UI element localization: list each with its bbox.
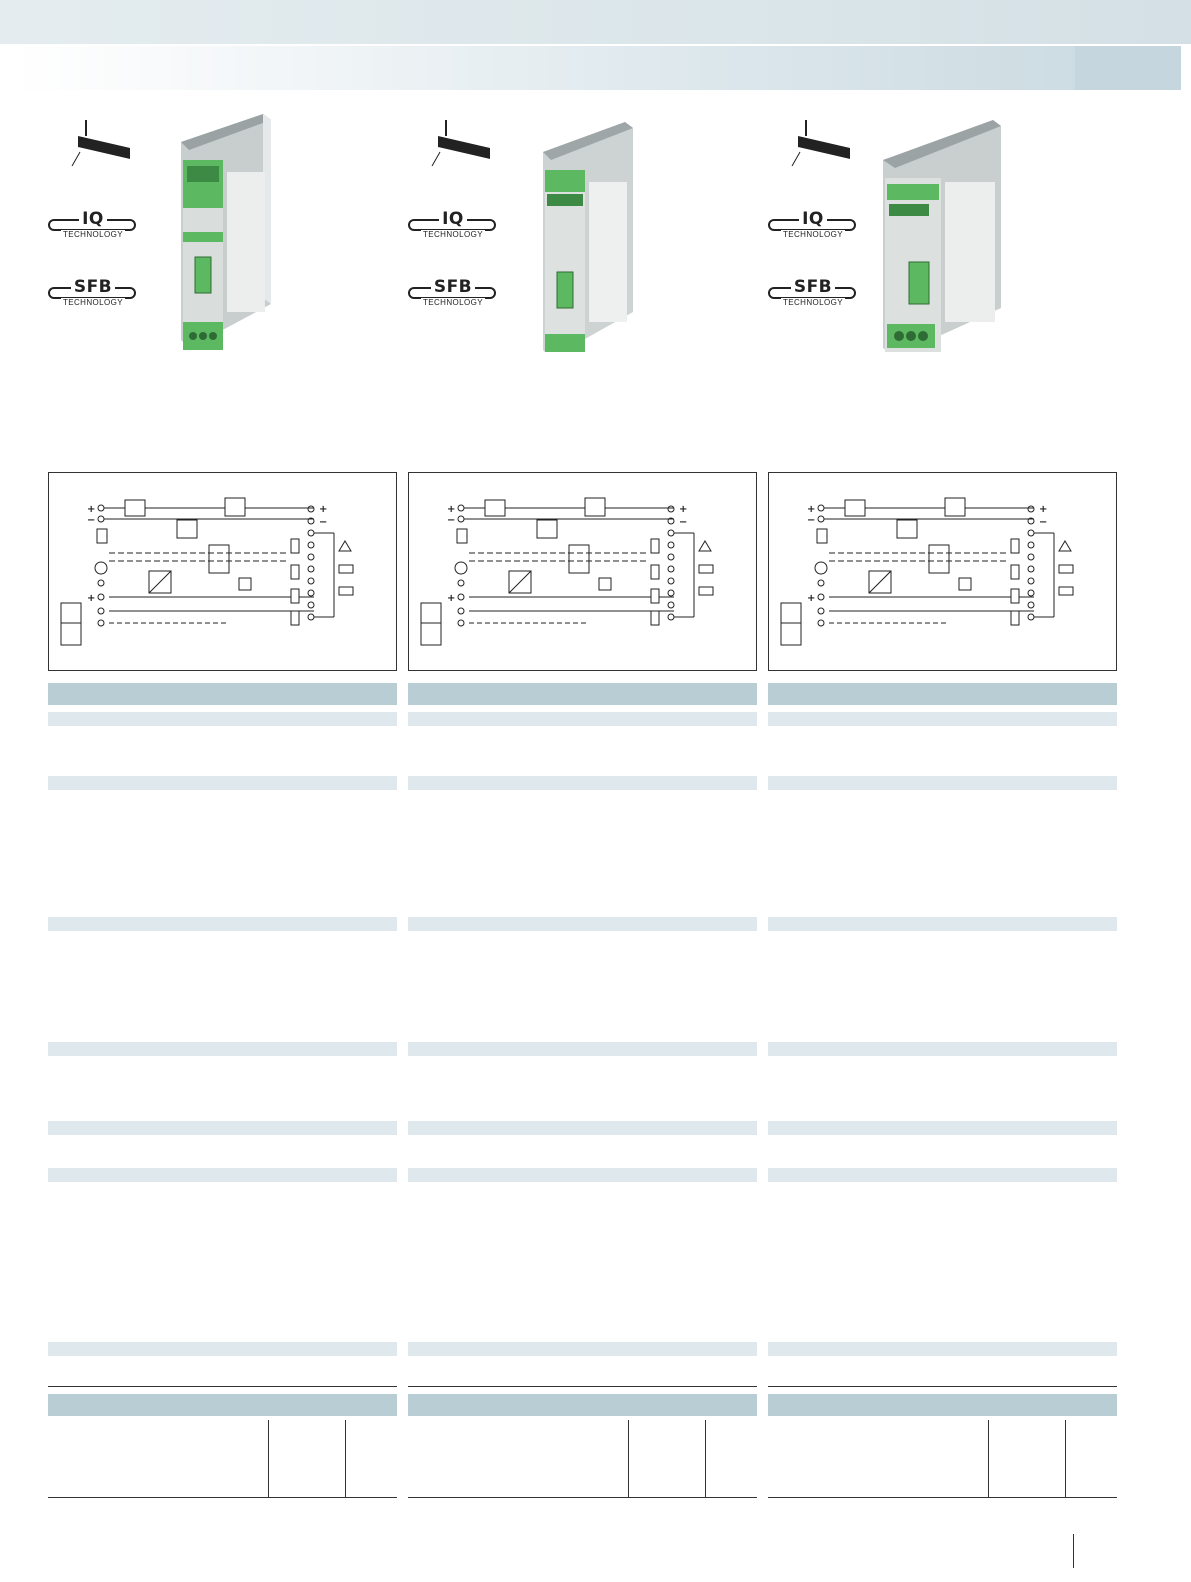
section-subheader-bar — [768, 1121, 1117, 1135]
section-subheader-bar — [48, 712, 397, 726]
block-circuit-diagram — [768, 472, 1117, 671]
ordering-cell-box — [988, 1420, 1066, 1498]
section-subheader-bar — [48, 1121, 397, 1135]
iq-technology-badge: IQ TECHNOLOGY — [408, 210, 498, 238]
block-circuit-diagram — [48, 472, 397, 671]
section-subheader-bar — [768, 1342, 1117, 1356]
section-subheader-bar — [768, 1168, 1117, 1182]
section-subheader-bar — [768, 776, 1117, 790]
section-header-bar — [408, 683, 757, 705]
svg-text:−: − — [679, 517, 688, 528]
section-subheader-bar — [408, 1042, 757, 1056]
product-column-2 — [408, 100, 757, 1510]
ordering-header-bar — [48, 1394, 397, 1416]
block-circuit-diagram — [408, 472, 757, 671]
section-subheader-bar — [408, 917, 757, 931]
svg-text:+: + — [1039, 504, 1048, 515]
din-rail-icon — [426, 118, 496, 168]
section-subheader-bar — [768, 917, 1117, 931]
section-subheader-bar — [408, 1168, 757, 1182]
svg-text:+: + — [319, 504, 328, 515]
section-subheader-bar — [48, 1342, 397, 1356]
section-subheader-bar — [768, 1042, 1117, 1056]
section-subheader-bar — [408, 1121, 757, 1135]
sfb-technology-badge: SFB TECHNOLOGY — [408, 278, 498, 306]
svg-text:+: + — [87, 504, 96, 515]
section-header-bar — [768, 683, 1117, 705]
section-subheader-bar — [48, 917, 397, 931]
svg-text:+: + — [807, 593, 816, 604]
section-subheader-bar — [48, 776, 397, 790]
power-supply-product-image — [513, 112, 663, 352]
section-rule — [48, 1386, 397, 1387]
section-rule — [768, 1386, 1117, 1387]
sub-header-edge — [1075, 46, 1181, 90]
ordering-header-bar — [408, 1394, 757, 1416]
iq-technology-badge: IQ TECHNOLOGY — [48, 210, 138, 238]
ordering-rule — [48, 1497, 397, 1498]
svg-text:−: − — [319, 517, 328, 528]
iq-technology-badge: IQ TECHNOLOGY — [768, 210, 858, 238]
ordering-rule — [768, 1497, 1117, 1498]
power-supply-product-image — [873, 112, 1023, 352]
product-column-1 — [48, 100, 397, 1510]
section-subheader-bar — [408, 1342, 757, 1356]
svg-text:−: − — [807, 515, 816, 526]
section-header-bar — [48, 683, 397, 705]
ordering-rule — [408, 1497, 757, 1498]
svg-text:+: + — [447, 504, 456, 515]
power-supply-product-image — [153, 112, 303, 352]
product-column-3 — [768, 100, 1117, 1510]
page-folio-divider — [1073, 1534, 1074, 1568]
section-subheader-bar — [48, 1168, 397, 1182]
section-subheader-bar — [408, 776, 757, 790]
section-subheader-bar — [48, 1042, 397, 1056]
section-rule — [408, 1386, 757, 1387]
svg-text:+: + — [447, 593, 456, 604]
svg-text:+: + — [679, 504, 688, 515]
warning-triangle-icon — [339, 541, 351, 551]
svg-text:−: − — [447, 515, 456, 526]
svg-text:+: + — [807, 504, 816, 515]
top-header-band — [0, 0, 1191, 44]
svg-text:+: + — [87, 593, 96, 604]
svg-text:−: − — [87, 515, 96, 526]
din-rail-icon — [786, 118, 856, 168]
ordering-cell-box — [628, 1420, 706, 1498]
sfb-technology-badge: SFB TECHNOLOGY — [48, 278, 138, 306]
din-rail-icon — [66, 118, 136, 168]
sub-header-band — [12, 46, 1181, 90]
ordering-header-bar — [768, 1394, 1117, 1416]
section-subheader-bar — [768, 712, 1117, 726]
svg-text:−: − — [1039, 517, 1048, 528]
sfb-technology-badge: SFB TECHNOLOGY — [768, 278, 858, 306]
section-subheader-bar — [408, 712, 757, 726]
ordering-cell-box — [268, 1420, 346, 1498]
